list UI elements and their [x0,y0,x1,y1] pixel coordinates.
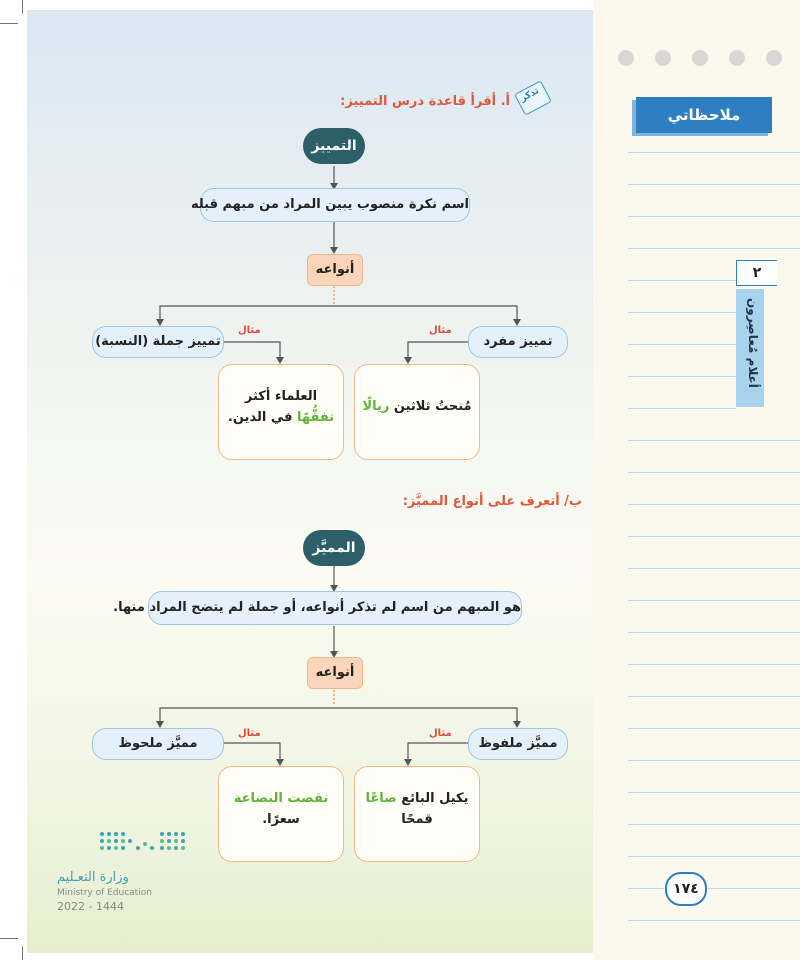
example-text: في الدين. [227,410,293,425]
section-a-definition: اسم نكرة منصوب يبين المراد من مبهم قبله [200,188,470,222]
section-b-left-type: مميَّز ملحوظ [92,728,224,760]
example-highlight: تفقُّهًا [297,410,335,425]
example-highlight: ريالًا [362,399,390,414]
example-text: يكيل البائع [401,791,469,806]
binder-hole-icon [766,50,782,66]
binder-hole-icon [692,50,708,66]
binder-hole-icon [729,50,745,66]
example-highlight: صاعًا [365,791,397,806]
section-b-definition: هو المبهم من اسم لم تذكر أنواعه، أو جملة لم يتضح المراد منها. [148,591,522,625]
section-a-types-label: أنواعه [307,254,363,286]
example-label: مثال [429,728,452,739]
binder-hole-icon [655,50,671,66]
section-a-right-example [354,364,480,460]
section-a-heading: أ. أقرأ قاعدة درس التمييز: [340,94,510,109]
example-text: قمحًا [401,812,433,827]
section-b-heading: ب/ أتعرف على أنواع المميَّز: [402,494,582,509]
example-label: مثال [238,325,261,336]
section-b-right-example [354,766,480,862]
section-b-types-label: أنواعه [307,657,363,689]
ministry-logo-icon [100,828,190,858]
section-a-right-type: تمييز مفرد [468,326,568,358]
example-text: العلماء أكثر [244,389,318,404]
edition-year: 2022 - 1444 [57,900,124,913]
example-highlight: نقصت البضاعة [233,791,329,806]
section-a-title: التمييز [303,128,365,164]
unit-title: أعلام مُعاصِرون [746,298,760,388]
example-label: مثال [429,325,452,336]
notes-title: ملاحظاتي [636,97,772,133]
example-label: مثال [238,728,261,739]
example-text: مُنحتُ ثلاثين [393,399,472,414]
section-a-left-example [218,364,344,460]
page-number: ١٧٤ [665,872,707,906]
tag-label: تذكر [519,86,541,105]
ministry-name-ar: وزارة التعـليم [57,870,129,885]
section-b-title: المميَّز [303,530,365,566]
example-text: سعرًا. [262,812,300,827]
binder-hole-icon [618,50,634,66]
section-b-left-example [218,766,344,862]
ministry-name-en: Ministry of Education [57,888,152,898]
section-a-left-type: تمييز جملة (النسبة) [92,326,224,358]
section-b-right-type: مميَّز ملفوظ [468,728,568,760]
unit-number: ٢ [736,260,777,286]
